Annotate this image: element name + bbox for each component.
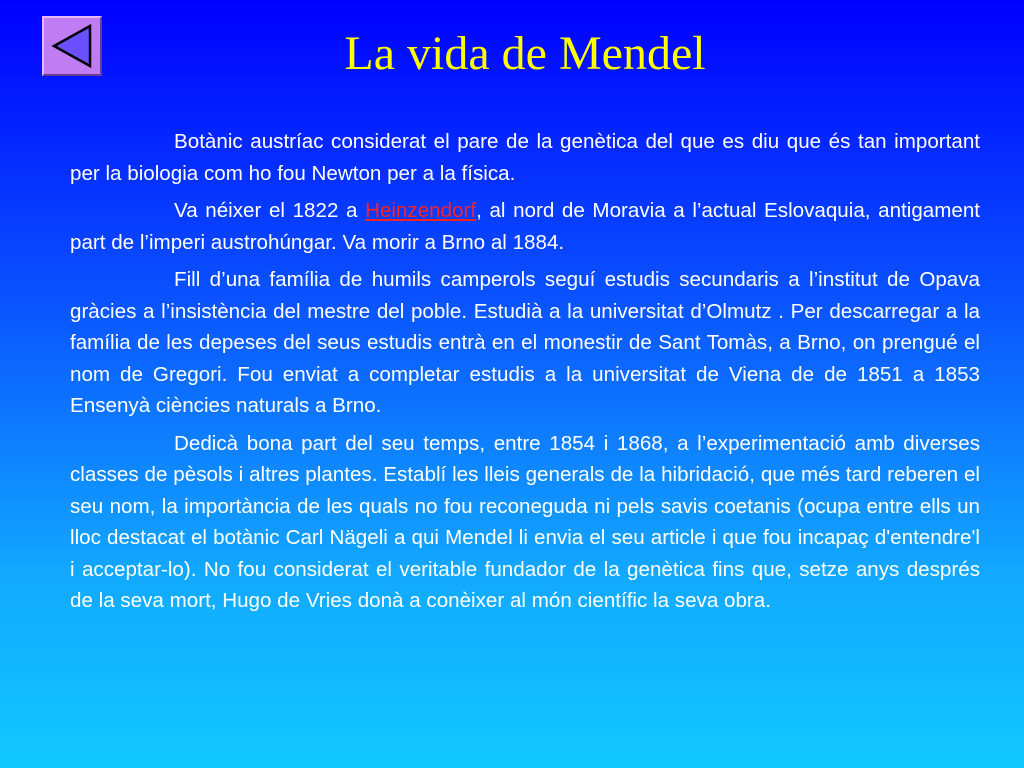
paragraph-birth-text-start: Va néixer el 1822 a [174,199,366,222]
slide-title: La vida de Mendel [344,27,706,80]
paragraph-intro: Botànic austríac considerat el pare de la genètica del que es diu que és tan important per la biologia com ho fou Newton per a la física. [70,130,980,185]
slide-body [70,126,980,623]
paragraph-experiments: Dedicà bona part del seu temps, entre 1854 i 1868, a l’experimentació amb diverses classes de pèsols i altres plantes. Establí les lleis generals de la hibridació, que més tard reberen el seu nom, la importància de les quals no fou reconeguda ni pels savis coetanis (ocupa entre ells un lloc destacat el botànic Carl Nägeli a qui Mendel li envia el seu article i que fou incapaç d'entendre'l i acceptar-lo). No fou considerat el veritable fundador de la genètica fins que, setze anys després de la seva mort, Hugo de Vries donà a conèixer al món científic la seva obra. [70,431,980,612]
paragraph-education: Fill d’una família de humils camperols seguí estudis secundaris a l’institut de Opava gràcies a l’insistència del mestre del poble. Estudià a la universitat d’Olmutz . Per descarregar a la família de les depeses del seus estudis entrà en el monestir de Sant Tomàs, a Brno, on prengué el nom de Gregori. Fou enviat a completar estudis a la universitat de Viena de de 1851 a 1853 Ensenyà ciències naturals a Brno. [70,268,980,417]
paragraph-birth [70,195,980,258]
paragraph-birth-text-end: , al nord de Moravia a l’actual Eslovaquia, antigament part de l’imperi austrohúngar. Va morir a Brno al 1884. [70,199,981,254]
heinzendorf-link[interactable]: Heinzendorf [365,199,477,222]
